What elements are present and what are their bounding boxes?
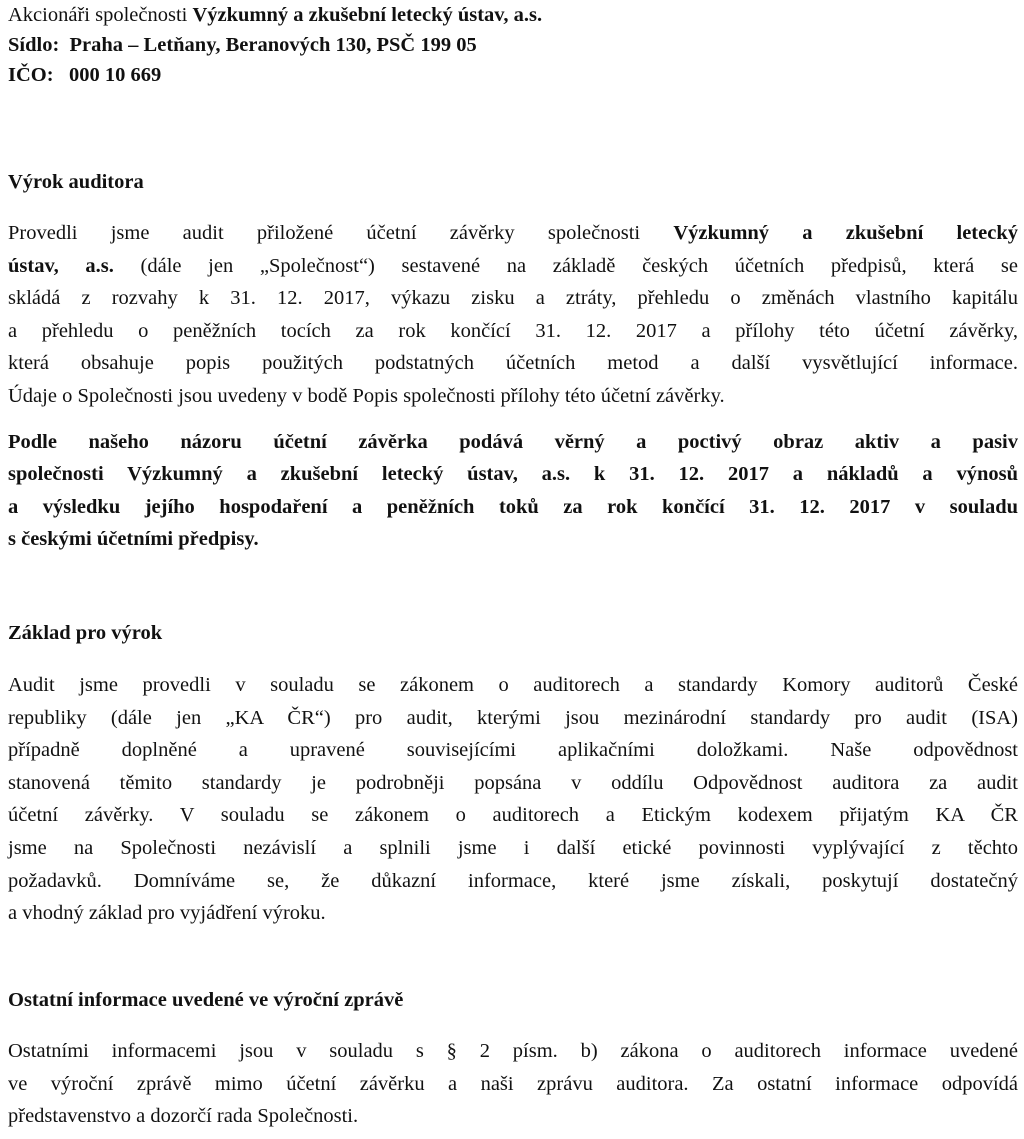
paragraph-line: požadavků. Domníváme se, že důkazní informace, které jsme získali, poskytují dostatečný	[8, 869, 1018, 892]
paragraph-line: Ostatními informacemi jsou v souladu s § 2 písm. b) zákona o auditorech informace uvedené	[8, 1040, 1018, 1062]
paragraph-line: ústav, a.s. (dále jen „Společnost“) sestavené na základě českých účetních předpisů, která se	[8, 254, 1018, 277]
other-information-heading: Ostatní informace uvedené ve výroční zprávě	[8, 989, 404, 1011]
paragraph-line: Podle našeho názoru účetní závěrka podává věrný a poctivý obraz aktiv a pasiv	[8, 430, 1018, 453]
paragraph-line: představenstvo a dozorčí rada Společnosti.	[8, 1105, 359, 1128]
paragraph-line: a vhodný základ pro vyjádření výroku.	[8, 902, 326, 925]
seat-value: Praha – Letňany, Beranových 130, PSČ 199 05	[69, 34, 477, 56]
paragraph-line: a výsledku jejího hospodaření a peněžních toků za rok končící 31. 12. 2017 v souladu	[8, 495, 1018, 518]
paragraph-line: skládá z rozvahy k 31. 12. 2017, výkazu zisku a ztráty, přehledu o změnách vlastního kapitálu	[8, 287, 1018, 310]
opinion-heading: Výrok auditora	[8, 171, 144, 193]
opinion-paragraph-2	[8, 426, 1018, 556]
company-name: Výzkumný a zkušební letecký ústav, a.s.	[192, 4, 543, 26]
addressee-block	[8, 0, 542, 90]
paragraph-line: Údaje o Společnosti jsou uvedeny v bodě Popis společnosti přílohy této účetní závěrky.	[8, 384, 725, 407]
opinion-paragraph-1	[8, 217, 1018, 413]
paragraph-line: ve výroční zprávě mimo účetní závěrku a naši zprávu auditora. Za ostatní informace odpovídá	[8, 1072, 1018, 1095]
opinion-section	[8, 167, 1018, 556]
ico-label: IČO:	[8, 64, 54, 86]
seat-line	[8, 30, 542, 60]
other-information-section	[8, 985, 1018, 1133]
shareholders-prefix: Akcionáři společnosti	[8, 4, 193, 26]
paragraph-line: účetní závěrky. V souladu se zákonem o auditorech a Etickým kodexem přijatým KA ČR	[8, 804, 1018, 827]
paragraph-line: která obsahuje popis použitých podstatných účetních metod a další vysvětlující informace.	[8, 352, 1018, 375]
shareholders-line	[8, 0, 542, 30]
paragraph-line: Provedli jsme audit přiložené účetní závěrky společnosti Výzkumný a zkušební letecký	[8, 222, 1018, 244]
paragraph-line: s českými účetními předpisy.	[8, 528, 259, 551]
ico-line	[8, 60, 542, 90]
paragraph-line: a přehledu o peněžních tocích za rok končící 31. 12. 2017 a přílohy této účetní závěrky,	[8, 319, 1018, 342]
paragraph-line: republiky (dále jen „KA ČR“) pro audit, kterými jsou mezinárodní standardy pro audit (ISA)	[8, 706, 1018, 729]
basis-heading: Základ pro výrok	[8, 622, 163, 644]
ico-value: 000 10 669	[68, 64, 162, 86]
paragraph-line: Audit jsme provedli v souladu se zákonem o auditorech a standardy Komory auditorů České	[8, 674, 1018, 696]
other-information-paragraph	[8, 1035, 1018, 1133]
paragraph-line: stanovená těmito standardy je podrobněji popsána v oddílu Odpovědnost auditora za audit	[8, 771, 1018, 794]
seat-label: Sídlo:	[8, 34, 60, 56]
paragraph-line: případně doplněné a upravené souvisejícími aplikačními doložkami. Naše odpovědnost	[8, 739, 1018, 762]
basis-paragraph	[8, 669, 1018, 930]
paragraph-line: společnosti Výzkumný a zkušební letecký ústav, a.s. k 31. 12. 2017 a nákladů a výnosů	[8, 463, 1018, 486]
basis-section	[8, 618, 1018, 930]
paragraph-line: jsme na Společnosti nezávislí a splnili jsme i další etické povinnosti vyplývající z těchto	[8, 836, 1018, 859]
